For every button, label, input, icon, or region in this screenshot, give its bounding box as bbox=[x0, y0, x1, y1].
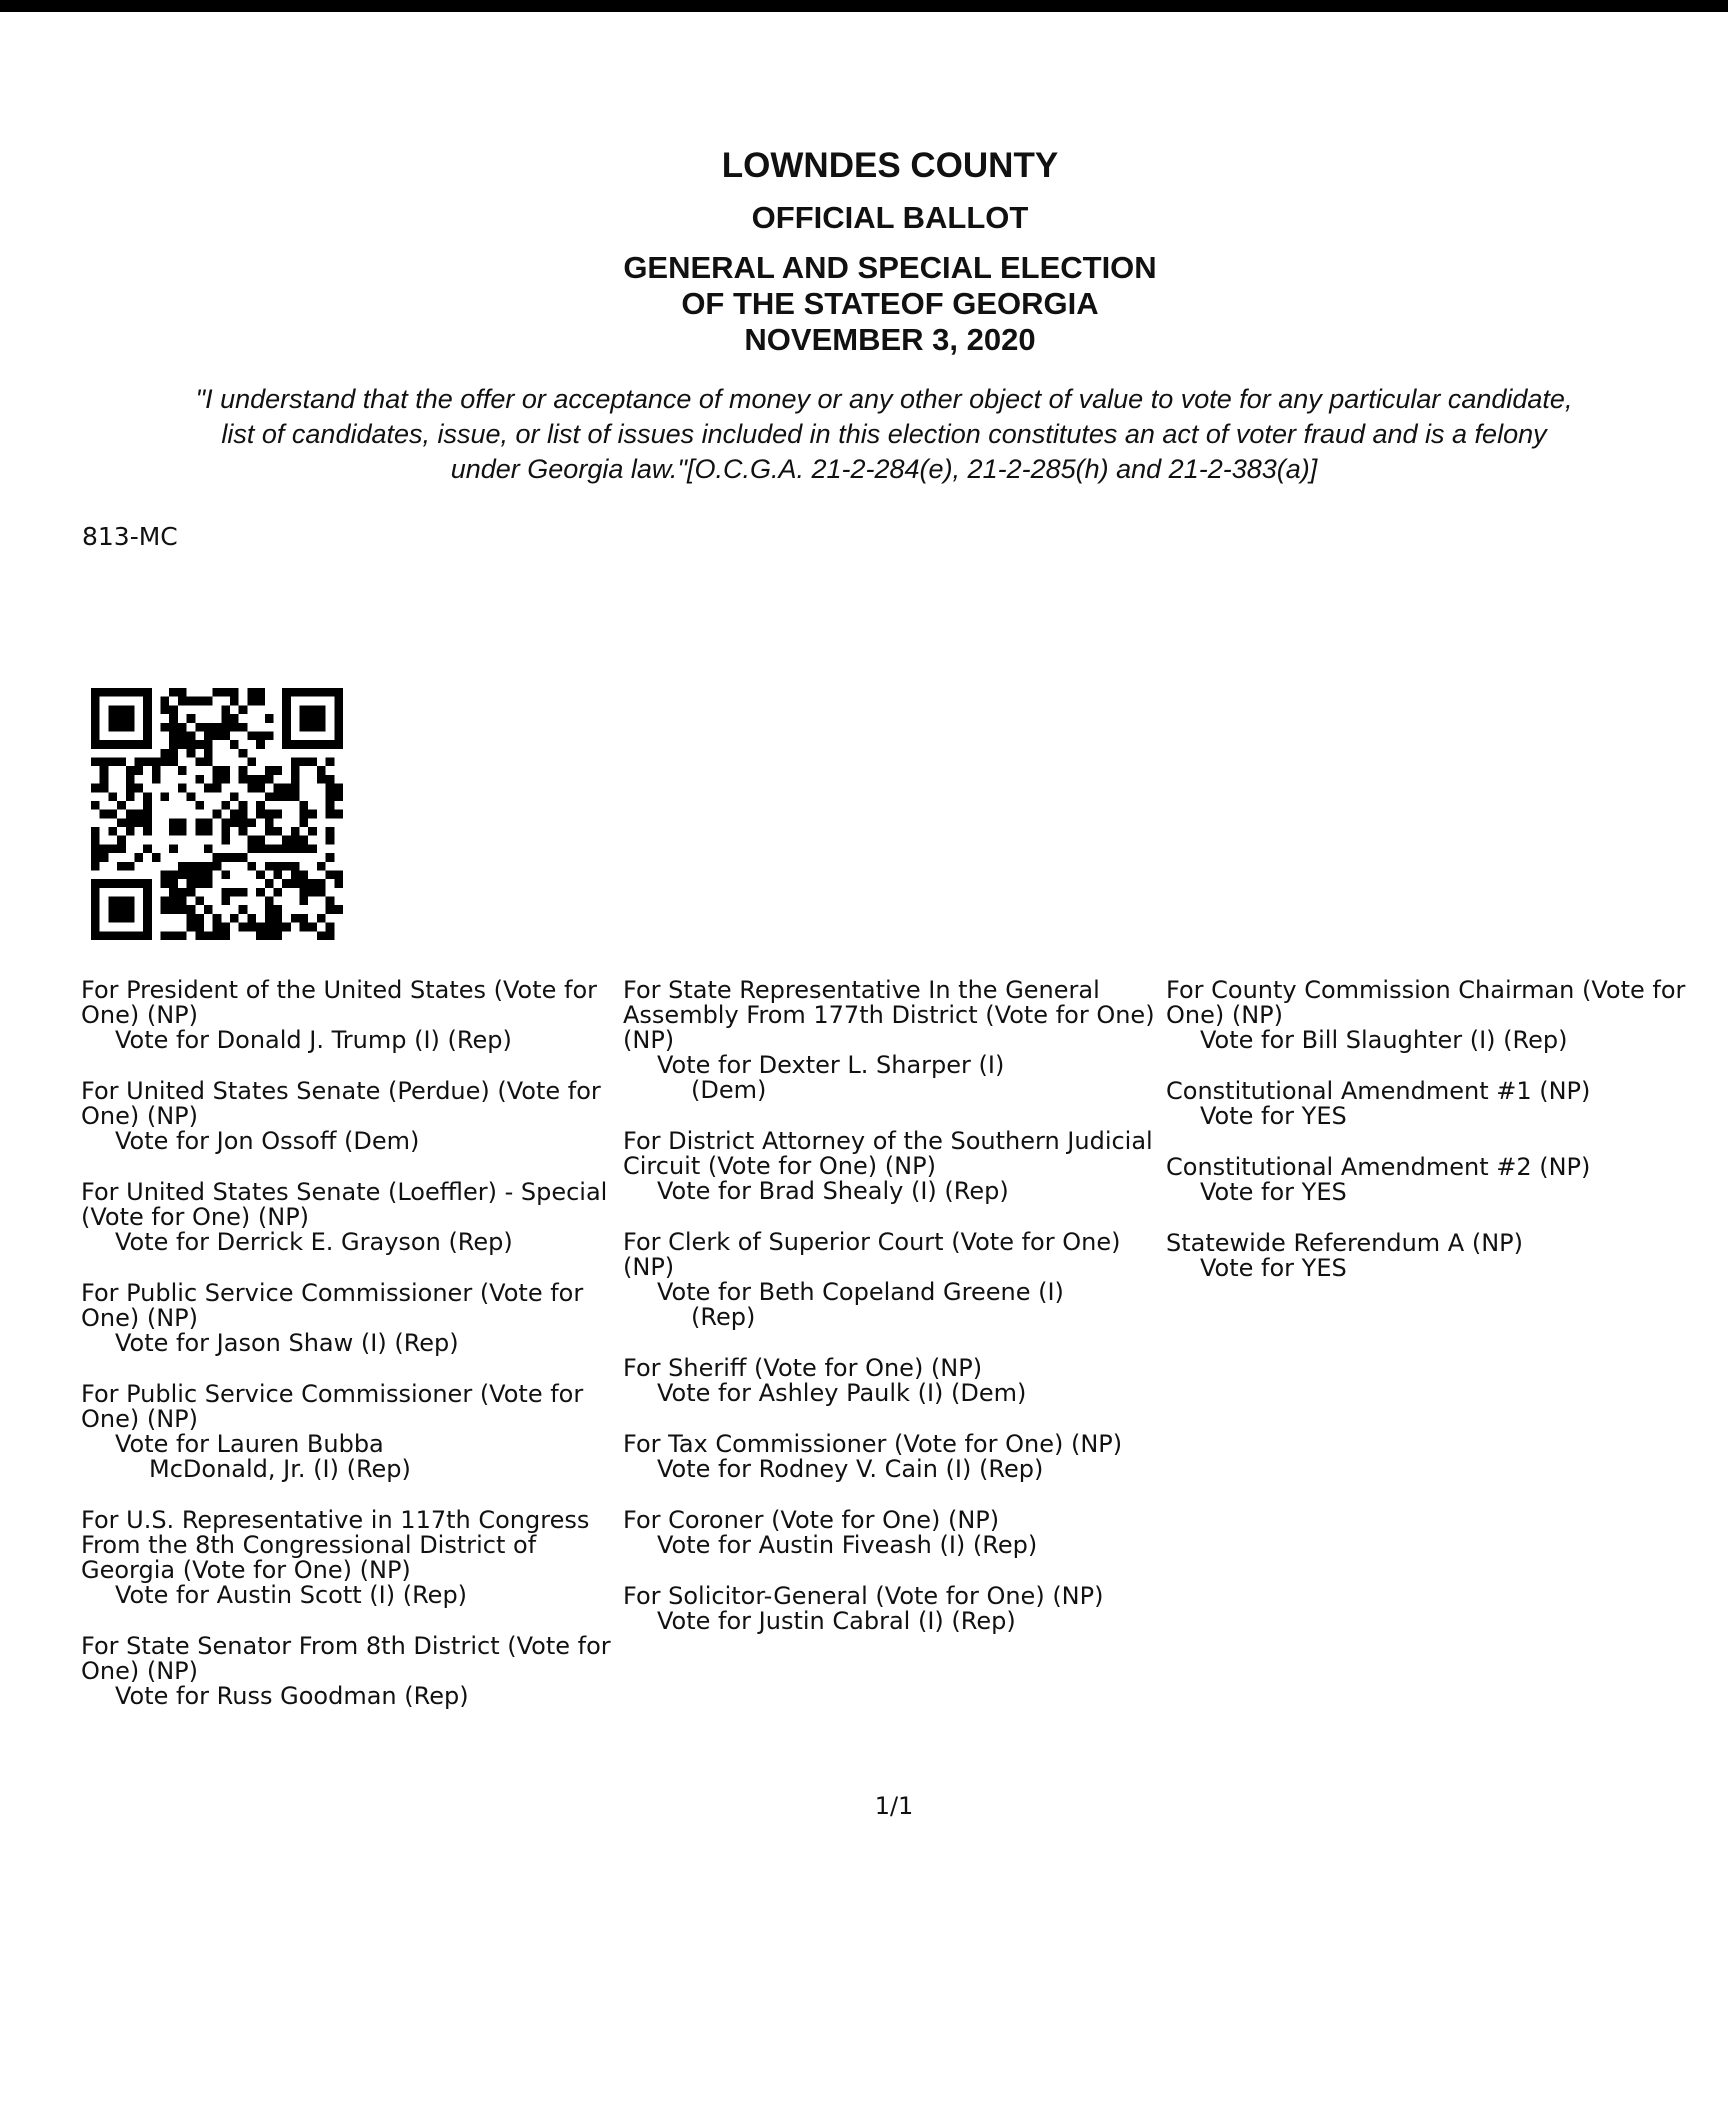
ballot-header bbox=[0, 140, 1728, 358]
race-entry bbox=[623, 1584, 1163, 1634]
race-title: For County Commission Chairman (Vote for One) (NP) bbox=[1166, 976, 1686, 1029]
race-title: Constitutional Amendment #2 (NP) bbox=[1166, 1153, 1591, 1181]
vote-selection-continued: (Rep) bbox=[691, 1303, 756, 1331]
election-title-line1: GENERAL AND SPECIAL ELECTION bbox=[623, 250, 1157, 285]
race-entry bbox=[81, 1382, 621, 1482]
race-entry bbox=[81, 1180, 621, 1255]
race-entry bbox=[81, 1634, 621, 1709]
race-title: For State Senator From 8th District (Vote for One) (NP) bbox=[81, 1632, 611, 1685]
vote-selection: Vote for Dexter L. Sharper (I) bbox=[657, 1051, 1005, 1079]
vote-selection: Vote for Justin Cabral (I) (Rep) bbox=[657, 1607, 1016, 1635]
race-entry bbox=[623, 1230, 1163, 1330]
race-title: For Coroner (Vote for One) (NP) bbox=[623, 1506, 1000, 1534]
ballot-style-id: 813-MC bbox=[82, 522, 178, 551]
ballot-type: OFFICIAL BALLOT bbox=[751, 200, 1029, 235]
race-entry bbox=[623, 1356, 1163, 1406]
vote-selection-continued: McDonald, Jr. (I) (Rep) bbox=[149, 1455, 411, 1483]
vote-selection: Vote for Austin Scott (I) (Rep) bbox=[115, 1581, 468, 1609]
oath-line-1: "I understand that the offer or acceptance of money or any other object of value to vote for any particular candidate, bbox=[195, 384, 1573, 414]
vote-selection: Vote for Lauren Bubba bbox=[115, 1430, 384, 1458]
race-title: For Clerk of Superior Court (Vote for One) (NP) bbox=[623, 1228, 1121, 1281]
vote-selection: Vote for Rodney V. Cain (I) (Rep) bbox=[657, 1455, 1044, 1483]
vote-selection: Vote for Austin Fiveash (I) (Rep) bbox=[657, 1531, 1038, 1559]
vote-selection: Vote for Jason Shaw (I) (Rep) bbox=[115, 1329, 459, 1357]
qr-code bbox=[80, 688, 354, 940]
race-title: For Tax Commissioner (Vote for One) (NP) bbox=[623, 1430, 1123, 1458]
race-title: For State Representative In the General Assembly From 177th District (Vote for One) (NP) bbox=[623, 976, 1155, 1054]
vote-selection: Vote for Beth Copeland Greene (I) bbox=[657, 1278, 1064, 1306]
vote-selection: Vote for Ashley Paulk (I) (Dem) bbox=[657, 1379, 1027, 1407]
ballot-column-1 bbox=[81, 978, 621, 1735]
race-title: For President of the United States (Vote for One) (NP) bbox=[81, 976, 598, 1029]
vote-selection: Vote for Russ Goodman (Rep) bbox=[115, 1682, 469, 1710]
race-entry bbox=[81, 1508, 621, 1608]
vote-selection: Vote for YES bbox=[1200, 1102, 1347, 1130]
race-title: Constitutional Amendment #1 (NP) bbox=[1166, 1077, 1591, 1105]
race-entry bbox=[623, 1508, 1163, 1558]
oath-line-2: list of candidates, issue, or list of issues included in this election constitutes an act of voter fraud and is a felony bbox=[221, 419, 1547, 449]
race-entry bbox=[1166, 978, 1706, 1053]
race-entry bbox=[1166, 1079, 1706, 1129]
race-title: Statewide Referendum A (NP) bbox=[1166, 1229, 1523, 1257]
ballot-column-3 bbox=[1166, 978, 1706, 1307]
race-entry bbox=[1166, 1155, 1706, 1205]
scan-top-border bbox=[0, 0, 1728, 12]
vote-selection: Vote for YES bbox=[1200, 1178, 1347, 1206]
race-title: For United States Senate (Loeffler) - Special (Vote for One) (NP) bbox=[81, 1178, 608, 1231]
race-entry bbox=[81, 978, 621, 1053]
race-title: For United States Senate (Perdue) (Vote for One) (NP) bbox=[81, 1077, 601, 1130]
race-title: For U.S. Representative in 117th Congress From the 8th Congressional District of Georgia (Vote for One) (NP) bbox=[81, 1506, 590, 1584]
race-entry bbox=[623, 1129, 1163, 1204]
race-entry bbox=[81, 1281, 621, 1356]
oath-line-3: under Georgia law."[O.C.G.A. 21-2-284(e), 21-2-285(h) and 21-2-383(a)] bbox=[450, 454, 1318, 484]
vote-selection: Vote for Brad Shealy (I) (Rep) bbox=[657, 1177, 1009, 1205]
race-entry bbox=[81, 1079, 621, 1154]
page-number: 1/1 bbox=[874, 1792, 914, 1820]
vote-selection: Vote for Jon Ossoff (Dem) bbox=[115, 1127, 420, 1155]
race-entry bbox=[1166, 1231, 1706, 1281]
race-entry bbox=[623, 978, 1163, 1103]
race-title: For Public Service Commissioner (Vote for One) (NP) bbox=[81, 1279, 584, 1332]
election-title-line2: OF THE STATEOF GEORGIA bbox=[681, 286, 1099, 321]
vote-selection: Vote for YES bbox=[1200, 1254, 1347, 1282]
election-date: NOVEMBER 3, 2020 bbox=[744, 322, 1036, 357]
voter-fraud-statement bbox=[84, 382, 1684, 487]
vote-selection-continued: (Dem) bbox=[691, 1076, 767, 1104]
race-entry bbox=[623, 1432, 1163, 1482]
race-title: For Solicitor-General (Vote for One) (NP) bbox=[623, 1582, 1104, 1610]
county-title: LOWNDES COUNTY bbox=[721, 146, 1059, 185]
vote-selection: Vote for Donald J. Trump (I) (Rep) bbox=[115, 1026, 512, 1054]
ballot-column-2 bbox=[623, 978, 1163, 1660]
vote-selection: Vote for Derrick E. Grayson (Rep) bbox=[115, 1228, 513, 1256]
race-title: For District Attorney of the Southern Judicial Circuit (Vote for One) (NP) bbox=[623, 1127, 1153, 1180]
race-title: For Public Service Commissioner (Vote for One) (NP) bbox=[81, 1380, 584, 1433]
race-title: For Sheriff (Vote for One) (NP) bbox=[623, 1354, 983, 1382]
vote-selection: Vote for Bill Slaughter (I) (Rep) bbox=[1200, 1026, 1568, 1054]
